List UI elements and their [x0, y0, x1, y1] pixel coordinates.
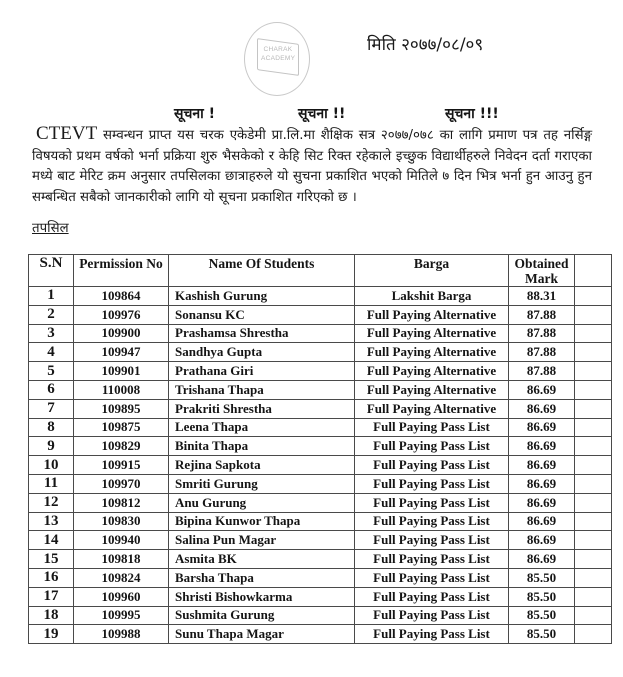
cell-sn: 16: [29, 568, 74, 587]
cell-permission: 109829: [74, 437, 169, 456]
notice-text: सम्वन्धन प्राप्त यस चरक एकेडेमी प्रा.लि.मा शैक्षिक सत्र २०७७/०७८ का लागि प्रमाण पत्र तह नर्सिङ्ग विषयको प्रथम वर्षको भर्ना प्रक्रिया शुरु भैसकेको र केहि सिट रिक्त रहेकाले इच्छुक विद्यार्थीहरुले निवेदन दर्ता गराएका मध्ये बाट मेरिट क्रम अनुसार तपसिलका छात्राहरुले यो सुचना प्रकाशित भएको मितिले ७ दिन भित्र भर्ना हुन आउनु हुन सम्बन्धित सबैको जानकारीको लागि यो सूचना प्रकाशित गरिएको छ ।: [32, 128, 592, 205]
cell-blank: [575, 399, 612, 418]
cell-sn: 19: [29, 625, 74, 644]
table-row: [29, 587, 612, 606]
cell-blank: [575, 362, 612, 381]
cell-mark: 87.88: [509, 324, 575, 343]
cell-sn: 17: [29, 587, 74, 606]
cell-mark: 88.31: [509, 287, 575, 306]
cell-sn: 11: [29, 474, 74, 493]
cell-name: Sunu Thapa Magar: [169, 625, 355, 644]
cell-name: Prashamsa Shrestha: [169, 324, 355, 343]
cell-sn: 4: [29, 343, 74, 362]
results-table: [28, 254, 612, 644]
cell-sn: 9: [29, 437, 74, 456]
cell-barga: Full Paying Pass List: [355, 474, 509, 493]
cell-name: Barsha Thapa: [169, 568, 355, 587]
cell-name: Trishana Thapa: [169, 380, 355, 399]
cell-sn: 8: [29, 418, 74, 437]
cell-permission: 109995: [74, 606, 169, 625]
table-row: [29, 625, 612, 644]
cell-blank: [575, 305, 612, 324]
cell-barga: Full Paying Pass List: [355, 418, 509, 437]
table-row: [29, 399, 612, 418]
cell-mark: 86.69: [509, 512, 575, 531]
cell-blank: [575, 287, 612, 306]
cell-barga: Full Paying Pass List: [355, 606, 509, 625]
table-row: [29, 287, 612, 306]
cell-sn: 5: [29, 362, 74, 381]
cell-mark: 86.69: [509, 418, 575, 437]
cell-permission: 109875: [74, 418, 169, 437]
table-row: [29, 474, 612, 493]
cell-barga: Full Paying Pass List: [355, 437, 509, 456]
cell-blank: [575, 437, 612, 456]
cell-barga: Full Paying Alternative: [355, 343, 509, 362]
cell-mark: 86.69: [509, 531, 575, 550]
cell-mark: 87.88: [509, 343, 575, 362]
cell-barga: Full Paying Alternative: [355, 324, 509, 343]
cell-permission: 109900: [74, 324, 169, 343]
cell-name: Rejina Sapkota: [169, 456, 355, 475]
cell-name: Prathana Giri: [169, 362, 355, 381]
cell-sn: 7: [29, 399, 74, 418]
cell-name: Bipina Kunwor Thapa: [169, 512, 355, 531]
cell-sn: 12: [29, 493, 74, 512]
cell-mark: 87.88: [509, 305, 575, 324]
cell-name: Binita Thapa: [169, 437, 355, 456]
cell-name: Anu Gurung: [169, 493, 355, 512]
stamp-label: CHARAK ACADEMY: [261, 46, 296, 62]
cell-name: Leena Thapa: [169, 418, 355, 437]
cell-blank: [575, 474, 612, 493]
cell-mark: 86.69: [509, 399, 575, 418]
notice-lead: CTEVT: [36, 123, 98, 144]
cell-blank: [575, 587, 612, 606]
cell-name: Asmita BK: [169, 550, 355, 569]
header-barga: Barga: [355, 255, 509, 287]
notice-heading-3: सूचना !!!: [445, 106, 499, 122]
cell-mark: 86.69: [509, 456, 575, 475]
cell-barga: Full Paying Pass List: [355, 493, 509, 512]
table-row: [29, 568, 612, 587]
cell-sn: 1: [29, 287, 74, 306]
cell-blank: [575, 380, 612, 399]
cell-permission: 109864: [74, 287, 169, 306]
cell-barga: Full Paying Pass List: [355, 456, 509, 475]
cell-barga: Full Paying Pass List: [355, 550, 509, 569]
cell-barga: Lakshit Barga: [355, 287, 509, 306]
cell-barga: Full Paying Pass List: [355, 531, 509, 550]
cell-barga: Full Paying Pass List: [355, 625, 509, 644]
cell-permission: 109976: [74, 305, 169, 324]
header-permission: Permission No: [74, 255, 169, 287]
table-row: [29, 362, 612, 381]
cell-sn: 14: [29, 531, 74, 550]
notice-date: मिति २०७७/०८/०९: [367, 35, 484, 55]
cell-mark: 86.69: [509, 550, 575, 569]
cell-sn: 13: [29, 512, 74, 531]
cell-barga: Full Paying Alternative: [355, 305, 509, 324]
cell-blank: [575, 568, 612, 587]
cell-name: Shristi Bishowkarma: [169, 587, 355, 606]
cell-permission: 109901: [74, 362, 169, 381]
cell-name: Sushmita Gurung: [169, 606, 355, 625]
cell-blank: [575, 606, 612, 625]
cell-blank: [575, 625, 612, 644]
cell-name: Smriti Gurung: [169, 474, 355, 493]
table-row: [29, 324, 612, 343]
notice-heading-1: सूचना !: [174, 106, 216, 122]
cell-sn: 10: [29, 456, 74, 475]
table-header-row: [29, 255, 612, 287]
notice-heading-2: सूचना !!: [298, 106, 346, 122]
cell-blank: [575, 550, 612, 569]
cell-name: Kashish Gurung: [169, 287, 355, 306]
cell-blank: [575, 531, 612, 550]
cell-permission: 109988: [74, 625, 169, 644]
cell-blank: [575, 512, 612, 531]
header-name: Name Of Students: [169, 255, 355, 287]
cell-permission: 109830: [74, 512, 169, 531]
table-row: [29, 305, 612, 324]
cell-permission: 109895: [74, 399, 169, 418]
cell-barga: Full Paying Alternative: [355, 399, 509, 418]
cell-mark: 86.69: [509, 474, 575, 493]
cell-permission: 109970: [74, 474, 169, 493]
cell-permission: 109824: [74, 568, 169, 587]
cell-sn: 15: [29, 550, 74, 569]
cell-sn: 6: [29, 380, 74, 399]
cell-blank: [575, 456, 612, 475]
cell-permission: 109940: [74, 531, 169, 550]
cell-permission: 110008: [74, 380, 169, 399]
header-mark: Obtained Mark: [509, 255, 575, 287]
cell-mark: 85.50: [509, 587, 575, 606]
cell-mark: 86.69: [509, 380, 575, 399]
cell-blank: [575, 493, 612, 512]
cell-sn: 3: [29, 324, 74, 343]
cell-mark: 86.69: [509, 437, 575, 456]
cell-mark: 87.88: [509, 362, 575, 381]
cell-sn: 2: [29, 305, 74, 324]
table-row: [29, 456, 612, 475]
cell-barga: Full Paying Alternative: [355, 362, 509, 381]
table-row: [29, 531, 612, 550]
table-row: [29, 343, 612, 362]
cell-name: Salina Pun Magar: [169, 531, 355, 550]
cell-mark: 86.69: [509, 493, 575, 512]
cell-permission: 109947: [74, 343, 169, 362]
cell-barga: Full Paying Alternative: [355, 380, 509, 399]
cell-mark: 85.50: [509, 568, 575, 587]
cell-blank: [575, 418, 612, 437]
cell-permission: 109818: [74, 550, 169, 569]
table-row: [29, 493, 612, 512]
cell-name: Prakriti Shrestha: [169, 399, 355, 418]
institution-stamp: [244, 22, 310, 96]
header-sn: S.N: [29, 255, 74, 287]
cell-mark: 85.50: [509, 625, 575, 644]
cell-blank: [575, 324, 612, 343]
cell-permission: 109812: [74, 493, 169, 512]
table-row: [29, 550, 612, 569]
cell-barga: Full Paying Pass List: [355, 512, 509, 531]
table-row: [29, 437, 612, 456]
cell-name: Sandhya Gupta: [169, 343, 355, 362]
cell-permission: 109960: [74, 587, 169, 606]
cell-mark: 85.50: [509, 606, 575, 625]
table-row: [29, 606, 612, 625]
table-row: [29, 380, 612, 399]
header-blank: [575, 255, 612, 287]
cell-name: Sonansu KC: [169, 305, 355, 324]
table-row: [29, 512, 612, 531]
cell-permission: 109915: [74, 456, 169, 475]
cell-sn: 18: [29, 606, 74, 625]
table-row: [29, 418, 612, 437]
cell-blank: [575, 343, 612, 362]
cell-barga: Full Paying Pass List: [355, 568, 509, 587]
notice-paragraph: [32, 124, 592, 208]
cell-barga: Full Paying Pass List: [355, 587, 509, 606]
details-label: तपसिल: [32, 221, 69, 236]
